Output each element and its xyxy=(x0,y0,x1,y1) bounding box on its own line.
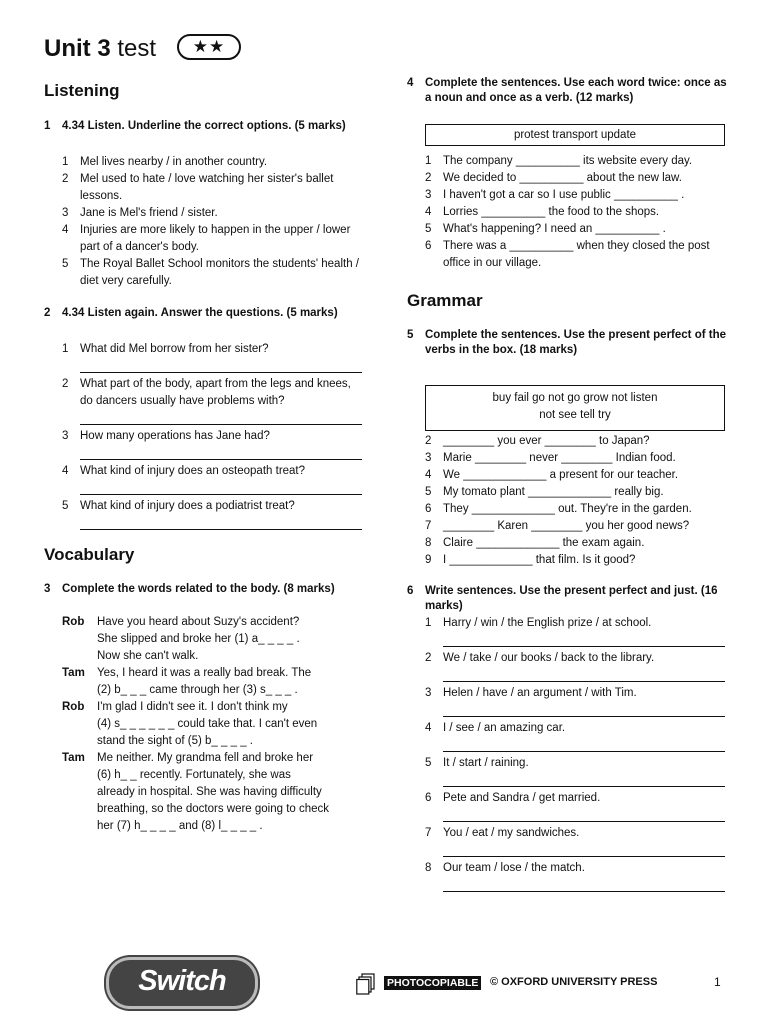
dialogue-turn: Tam Yes, I heard it was a really bad break. The (2) b_ _ _ came through her (3) s_ _ _ . xyxy=(62,667,312,696)
dialogue xyxy=(62,614,372,835)
speaker-name: Tam xyxy=(62,752,85,764)
answer-line[interactable] xyxy=(443,737,725,752)
list-item: 5 The Royal Ballet School monitors the students' health / diet very carefully. xyxy=(62,258,359,287)
dialogue-turn: Tam Me neither. My grandma fell and broke her (6) h_ _ recently. Fortunately, she was already in hospital. She was having difficulty breathing, so the doctors were going to check her (7) h_ _ _ _ and (8) l_ _ _ _ . xyxy=(62,752,330,832)
answer-line[interactable] xyxy=(80,480,362,495)
list-item: 9 I _____________ that film. Is it good? xyxy=(425,554,636,566)
list-item: 5 It / start / raining. xyxy=(425,757,529,769)
word-box: protest transport update xyxy=(425,124,725,146)
list-item: 2 ________ you ever ________ to Japan? xyxy=(425,435,650,447)
list-item: 3 How many operations has Jane had? xyxy=(62,430,270,442)
dialogue-turn: Rob I'm glad I didn't see it. I don't think my (4) s_ _ _ _ _ _ could take that. I can't even stand the sight of (5) b_ _ _ _ . xyxy=(62,701,318,747)
speaker-name: Rob xyxy=(62,616,85,628)
answer-line[interactable] xyxy=(443,842,725,857)
answer-line[interactable] xyxy=(443,877,725,892)
question-5-items xyxy=(425,433,730,569)
answer-line[interactable] xyxy=(80,515,362,530)
question-6-items xyxy=(425,615,725,892)
list-item: 5 What's happening? I need an __________ . xyxy=(425,223,666,235)
list-item: 5 My tomato plant _____________ really big. xyxy=(425,486,664,498)
listening-heading: Listening xyxy=(44,81,120,100)
publisher-credit: © OXFORD UNIVERSITY PRESS xyxy=(490,976,658,988)
list-item: 4 We _____________ a present for our teacher. xyxy=(425,469,679,481)
page-title xyxy=(44,34,241,63)
answer-line[interactable] xyxy=(80,445,362,460)
photocopy-icon xyxy=(356,973,376,995)
photocopiable-badge: PHOTOCOPIABLE xyxy=(384,976,481,990)
speaker-name: Rob xyxy=(62,701,85,713)
question-1-items xyxy=(62,154,362,290)
list-item: 4 What kind of injury does an osteopath treat? xyxy=(62,465,306,477)
verb-box: buy fail go not go grow not listen not see tell try xyxy=(425,385,725,431)
list-item: 3 Marie ________ never ________ Indian food. xyxy=(425,452,676,464)
speaker-name: Tam xyxy=(62,667,85,679)
dialogue-turn: Rob Have you heard about Suzy's accident? She slipped and broke her (1) a_ _ _ _ . Now she can't walk. xyxy=(62,616,300,662)
list-item: 1 Mel lives nearby / in another country. xyxy=(62,156,268,168)
list-item: 3 I haven't got a car so I use public __________ . xyxy=(425,189,685,201)
list-item: 2 What part of the body, apart from the legs and knees, do dancers usually have problems with? xyxy=(62,378,351,407)
answer-line[interactable] xyxy=(443,632,725,647)
answer-line[interactable] xyxy=(443,807,725,822)
list-item: 6 Pete and Sandra / get married. xyxy=(425,792,601,804)
unit-word: test xyxy=(117,35,157,62)
switch-logo: Switch xyxy=(106,957,258,1009)
list-item: 8 Claire _____________ the exam again. xyxy=(425,537,645,549)
question-2-instruction: 2 4.34 Listen again. Answer the questions. (5 marks) xyxy=(44,307,338,319)
list-item: 5 What kind of injury does a podiatrist treat? xyxy=(62,500,295,512)
list-item: 2 We / take / our books / back to the library. xyxy=(425,652,655,664)
question-5-instruction: 5 Complete the sentences. Use the present perfect of the verbs in the box. (18 marks) xyxy=(407,329,726,356)
list-item: 3 Jane is Mel's friend / sister. xyxy=(62,207,218,219)
grammar-heading: Grammar xyxy=(407,291,483,310)
list-item: 1 What did Mel borrow from her sister? xyxy=(62,343,269,355)
answer-line[interactable] xyxy=(443,667,725,682)
unit-number: Unit 3 xyxy=(44,35,111,62)
list-item: 4 I / see / an amazing car. xyxy=(425,722,566,734)
list-item: 1 The company __________ its website every day. xyxy=(425,155,693,167)
list-item: 8 Our team / lose / the match. xyxy=(425,862,585,874)
question-6-instruction: 6 Write sentences. Use the present perfect and just. (16 marks) xyxy=(407,585,718,612)
question-3-instruction: 3 Complete the words related to the body. (8 marks) xyxy=(44,583,335,595)
vocabulary-heading: Vocabulary xyxy=(44,545,135,564)
list-item: 6 There was a __________ when they closed the post office in our village. xyxy=(425,240,710,269)
answer-line[interactable] xyxy=(80,358,362,373)
question-2-items xyxy=(62,341,362,530)
list-item: 6 They _____________ out. They're in the garden. xyxy=(425,503,692,515)
question-1-instruction: 1 4.34 Listen. Underline the correct options. (5 marks) xyxy=(44,120,346,132)
list-item: 7 You / eat / my sandwiches. xyxy=(425,827,580,839)
list-item: 2 We decided to __________ about the new law. xyxy=(425,172,682,184)
list-item: 7 ________ Karen ________ you her good news? xyxy=(425,520,690,532)
list-item: 4 Lorries __________ the food to the shops. xyxy=(425,206,660,218)
list-item: 1 Harry / win / the English prize / at school. xyxy=(425,617,652,629)
list-item: 2 Mel used to hate / love watching her sister's ballet lessons. xyxy=(62,173,334,202)
difficulty-stars: ★★ xyxy=(177,34,241,60)
answer-line[interactable] xyxy=(443,772,725,787)
answer-line[interactable] xyxy=(80,410,362,425)
question-4-items xyxy=(425,153,730,272)
answer-line[interactable] xyxy=(443,702,725,717)
list-item: 4 Injuries are more likely to happen in the upper / lower part of a dancer's body. xyxy=(62,224,351,253)
question-4-instruction: 4 Complete the sentences. Use each word twice: once as a noun and once as a verb. (12 marks) xyxy=(407,77,727,104)
page-number: 1 xyxy=(714,975,721,989)
list-item: 3 Helen / have / an argument / with Tim. xyxy=(425,687,637,699)
